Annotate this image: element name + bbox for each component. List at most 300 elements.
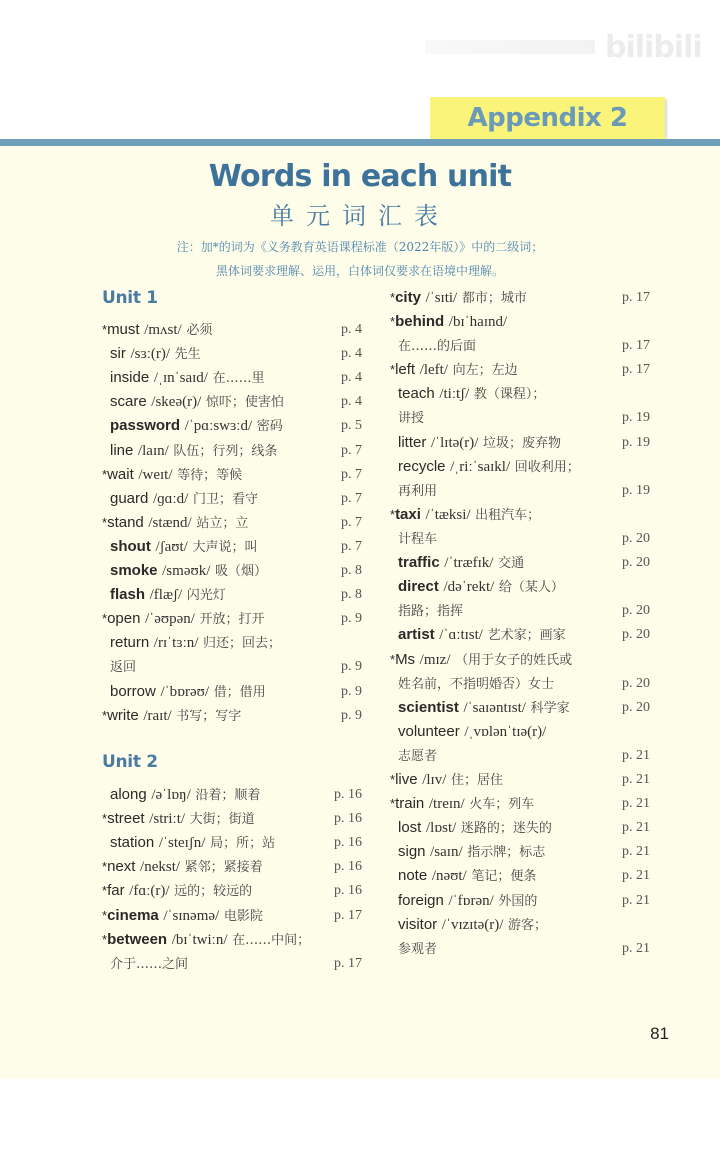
entry-phonetic: /skeə(r)/ (151, 394, 202, 411)
entry-meaning: 回收利用； (514, 459, 580, 475)
entry-word: stand (107, 513, 144, 531)
vocab-entry (390, 864, 650, 888)
entry-main-line (390, 551, 650, 575)
note-line-2: 黑体词要求理解、运用，白体词仅要求在语境中理解。 (215, 264, 504, 278)
entry-phonetic: /ˈsaɪəntɪst/ (463, 699, 526, 716)
core-word-star-icon: * (102, 811, 108, 827)
entry-phonetic: /mʌst/ (144, 322, 182, 338)
entry-main-line (390, 792, 650, 816)
entry-page-ref: p. 8 (341, 587, 362, 603)
entry-meaning: 都市；城市 (461, 291, 527, 306)
vocab-entry (390, 816, 650, 840)
entry-phonetic: /ˈpɑːswɜːd/ (184, 418, 253, 435)
entry-main-line (390, 431, 650, 455)
entry-page-ref: p. 9 (341, 707, 362, 723)
entry-page-ref: p. 7 (341, 466, 362, 482)
vocab-entry (102, 318, 362, 342)
entry-word: recycle (398, 457, 446, 475)
entry-main-line (102, 414, 362, 438)
vocab-entry (102, 928, 362, 976)
entry-word: open (107, 610, 141, 628)
entry-word: shout (110, 537, 151, 555)
entry-word: train (395, 795, 425, 813)
entry-main-line (102, 855, 362, 879)
entry-continuation-line (390, 744, 650, 768)
entry-main-line (102, 511, 362, 535)
vocab-entry (102, 390, 362, 414)
entry-page-ref: p. 16 (334, 883, 362, 899)
entry-page-ref: p. 21 (622, 772, 650, 787)
entry-page-ref: p. 4 (341, 394, 362, 410)
entry-meaning: 住；居住 (450, 773, 503, 788)
entry-meaning: 归还；回去； (203, 636, 282, 652)
entry-main-line (390, 816, 650, 840)
vocab-entry (390, 455, 650, 503)
entry-word: smoke (110, 562, 158, 579)
entry-phonetic: /mɪz/ (419, 651, 451, 668)
entry-meaning: 借；借用 (213, 684, 266, 700)
vocab-entry (102, 487, 362, 511)
entry-meaning-continued: 指路；指挥 (398, 604, 464, 620)
vocab-entry (390, 310, 650, 358)
entry-main-line (102, 928, 362, 952)
entry-meaning-continued: 返回 (110, 660, 137, 676)
core-word-star-icon: * (102, 859, 108, 875)
entry-meaning: 在……里 (212, 371, 265, 387)
entry-main-line (102, 879, 362, 903)
entry-page-ref: p. 17 (334, 955, 362, 971)
entry-meaning-continued: 姓名前，不指明婚否）女士 (398, 676, 555, 692)
entry-main-line (390, 286, 650, 310)
entry-main-line (102, 680, 362, 704)
entry-page-ref: p. 16 (334, 811, 362, 827)
entry-main-line (102, 535, 362, 559)
core-word-star-icon: * (102, 322, 108, 337)
entry-word: cinema (107, 906, 159, 924)
core-word-star-icon: * (390, 290, 396, 305)
entry-meaning: 站立；立 (196, 515, 249, 531)
entry-meaning: 外国的 (498, 893, 538, 909)
vocab-entry (390, 768, 650, 792)
entry-page-ref: p. 21 (622, 940, 650, 956)
entry-word: line (110, 441, 134, 459)
entry-main-line (102, 463, 362, 487)
core-word-star-icon: * (102, 707, 108, 723)
core-word-star-icon: * (390, 796, 396, 812)
entry-meaning: 科学家 (530, 700, 570, 716)
entry-meaning: 指示牌；标志 (467, 845, 546, 861)
entry-phonetic: /laɪn/ (137, 442, 169, 459)
vocab-entry (102, 535, 362, 559)
entry-word: street (107, 810, 145, 828)
entry-continuation-line (390, 937, 650, 961)
entry-meaning: 开放；打开 (199, 612, 265, 628)
vocab-entry (390, 503, 650, 551)
vocab-entry (390, 840, 650, 864)
entry-main-line (102, 318, 362, 342)
entry-meaning: 笔记；便条 (471, 869, 537, 885)
vocab-entry (102, 704, 362, 728)
entry-word: scare (110, 393, 147, 411)
entry-main-line (390, 720, 650, 744)
entry-phonetic: /ˈɑːtɪst/ (439, 627, 483, 644)
entry-word: far (107, 882, 125, 900)
vocab-entry (390, 648, 650, 696)
entry-word: lost (398, 819, 422, 837)
vocab-entry (102, 807, 362, 831)
entry-page-ref: p. 20 (622, 603, 650, 619)
entry-page-ref: p. 21 (622, 844, 650, 860)
entry-meaning: 局；所；站 (210, 836, 276, 852)
entry-meaning: 等待；等候 (177, 467, 243, 483)
entry-word: left (395, 361, 416, 379)
vocab-entry (102, 831, 362, 855)
vocab-entry (390, 382, 650, 430)
entry-phonetic: /nekst/ (140, 859, 181, 876)
vocab-entry (390, 913, 650, 961)
entry-word: return (110, 634, 150, 652)
entry-word: borrow (110, 682, 156, 700)
entry-meaning: 在……中间； (232, 932, 311, 948)
entry-phonetic: /bɪˈhaɪnd/ (448, 314, 508, 331)
core-word-star-icon: * (102, 907, 108, 923)
entry-meaning: 大街；街道 (189, 812, 255, 828)
entry-main-line (390, 575, 650, 599)
entry-main-line (102, 487, 362, 511)
vocab-entry (102, 879, 362, 903)
entry-word: city (395, 289, 421, 306)
entry-phonetic: /sɜː(r)/ (130, 346, 171, 363)
entry-phonetic: /tiːtʃ/ (439, 386, 470, 403)
entry-continuation-line (390, 599, 650, 623)
entry-page-ref: p. 21 (622, 868, 650, 884)
entry-phonetic: /stænd/ (148, 514, 192, 531)
entry-page-ref: p. 16 (334, 859, 362, 875)
entry-word: teach (398, 385, 435, 403)
entry-meaning-continued: 在……的后面 (398, 339, 477, 355)
entry-meaning: 书写；写字 (176, 708, 242, 724)
entry-word: write (107, 706, 139, 724)
entry-meaning-continued: 志愿者 (398, 748, 438, 764)
entry-continuation-line (390, 479, 650, 503)
entry-phonetic: /dəˈrekt/ (443, 579, 495, 596)
bilibili-logo-icon: bilibili (605, 29, 702, 65)
vocab-entry (390, 696, 650, 720)
entry-phonetic: /ˈtæksi/ (425, 506, 471, 523)
entry-phonetic: /raɪt/ (143, 707, 172, 724)
core-word-star-icon: * (390, 362, 396, 378)
core-word-star-icon: * (390, 314, 396, 330)
entry-word: sir (110, 345, 126, 363)
entry-page-ref: p. 8 (341, 563, 362, 578)
entry-phonetic: /ˌvɒlənˈtɪə(r)/ (464, 723, 547, 740)
watermark-text-blur (425, 40, 595, 54)
entry-meaning: 惊吓；使害怕 (205, 395, 284, 411)
entry-page-ref: p. 20 (622, 627, 650, 643)
entry-phonetic: /left/ (419, 362, 449, 379)
entry-page-ref: p. 4 (341, 322, 362, 337)
entry-phonetic: /striːt/ (149, 811, 186, 828)
entry-meaning: 游客； (508, 917, 548, 933)
entry-page-ref: p. 19 (622, 482, 650, 498)
entry-continuation-line (390, 334, 650, 358)
core-word-star-icon: * (390, 506, 396, 522)
vocab-entry (102, 439, 362, 463)
entry-word: foreign (398, 891, 444, 909)
entry-main-line (102, 342, 362, 366)
entry-main-line (102, 904, 362, 928)
entry-phonetic: /ʃaʊt/ (155, 538, 188, 555)
entry-page-ref: p. 21 (622, 892, 650, 908)
vocab-entry (102, 414, 362, 438)
entry-phonetic: /fɑː(r)/ (129, 883, 170, 900)
entry-word: wait (107, 465, 134, 483)
entry-phonetic: /ˌɪnˈsaɪd/ (153, 370, 208, 387)
entry-page-ref: p. 9 (341, 683, 362, 699)
entry-word: behind (395, 313, 445, 331)
entry-word: scientist (398, 698, 459, 716)
entry-meaning: （用于女子的姓氏或 (455, 652, 573, 668)
entry-word: station (110, 834, 155, 852)
entry-main-line (390, 913, 650, 937)
entry-page-ref: p. 19 (622, 434, 650, 450)
entry-page-ref: p. 7 (341, 442, 362, 458)
entry-main-line (102, 390, 362, 414)
entry-main-line (390, 358, 650, 382)
entry-meaning: 门卫；看守 (192, 491, 258, 507)
core-word-star-icon: * (102, 931, 108, 947)
vocab-entry (102, 583, 362, 607)
core-word-star-icon: * (102, 611, 108, 627)
entry-phonetic: /nəʊt/ (431, 868, 467, 885)
entry-main-line (390, 382, 650, 406)
entry-meaning: 必须 (186, 323, 213, 338)
entry-page-ref: p. 7 (341, 514, 362, 530)
entry-page-ref: p. 9 (341, 611, 362, 627)
entry-page-ref: p. 9 (341, 659, 362, 675)
entry-phonetic: /ˈəʊpən/ (145, 611, 195, 628)
entry-phonetic: /sməʊk/ (162, 563, 211, 579)
entry-meaning: 紧邻；紧接着 (184, 860, 263, 876)
entry-word: volunteer (398, 722, 460, 740)
entry-word: next (107, 858, 136, 876)
entry-page-ref: p. 17 (622, 290, 650, 305)
entry-word: live (395, 771, 418, 788)
entry-meaning-continued: 计程车 (398, 531, 438, 547)
entry-word: taxi (395, 505, 421, 523)
entry-phonetic: /weɪt/ (138, 466, 173, 483)
core-word-star-icon: * (102, 514, 108, 530)
entry-meaning: 密码 (256, 419, 283, 435)
entry-page-ref: p. 20 (622, 530, 650, 546)
entry-page-ref: p. 4 (341, 346, 362, 362)
entry-meaning: 队伍；行列；线条 (173, 443, 278, 459)
entry-meaning: 垃圾；废弃物 (483, 435, 562, 451)
core-word-star-icon: * (102, 883, 108, 899)
vocab-entry (390, 286, 650, 310)
entry-meaning: 出租汽车； (475, 507, 541, 523)
entry-meaning: 交通 (498, 556, 525, 572)
entry-meaning-continued: 讲授 (398, 411, 425, 427)
entry-word: note (398, 867, 428, 885)
entry-main-line (102, 807, 362, 831)
entry-main-line (390, 623, 650, 647)
entry-main-line (102, 831, 362, 855)
entry-main-line (102, 439, 362, 463)
entry-meaning: 给（某人） (498, 580, 564, 596)
entry-continuation-line (102, 952, 362, 976)
entry-meaning: 向左；左边 (452, 363, 518, 379)
vocab-entry (390, 431, 650, 455)
entry-phonetic: /ˈlɪtə(r)/ (430, 434, 479, 451)
page-title: Words in each unit (208, 159, 512, 194)
entry-word: Ms (395, 650, 416, 668)
entry-main-line (102, 583, 362, 607)
core-word-star-icon: * (390, 772, 396, 787)
entry-main-line (390, 696, 650, 720)
entry-meaning: 吸（烟） (214, 564, 267, 579)
entry-phonetic: /ˈsɪnəmə/ (163, 907, 220, 924)
entry-meaning-continued: 参观者 (398, 941, 438, 957)
entry-meaning: 电影院 (223, 908, 263, 924)
entry-main-line (102, 783, 362, 807)
entry-word: visitor (398, 915, 438, 933)
note-line-1: 注：加*的词为《义务教育英语课程标准（2022年版）》中的二级词； (176, 240, 544, 254)
entry-word: inside (110, 369, 150, 387)
vocab-entry (102, 511, 362, 535)
entry-phonetic: /əˈlɒŋ/ (151, 787, 191, 803)
textbook-page (0, 139, 720, 1079)
vocab-entry (102, 366, 362, 390)
entry-meaning: 艺术家；画家 (487, 628, 566, 644)
entry-continuation-line (102, 655, 362, 679)
entry-main-line (390, 455, 650, 479)
entry-word: flash (110, 586, 146, 604)
entry-main-line (102, 559, 362, 583)
entry-page-ref: p. 17 (334, 907, 362, 923)
appendix-badge (430, 97, 665, 139)
vocab-entry (390, 358, 650, 382)
core-word-star-icon: * (390, 651, 396, 667)
entry-page-ref: p. 21 (622, 747, 650, 763)
appendix-label: Appendix 2 (467, 103, 628, 133)
unit-heading-2: Unit 2 (102, 752, 158, 772)
entry-main-line (390, 648, 650, 672)
vocab-entry (390, 792, 650, 816)
entry-page-ref: p. 20 (622, 555, 650, 571)
entry-phonetic: /ˌriːˈsaɪkl/ (450, 458, 511, 475)
entry-page-ref: p. 21 (622, 796, 650, 812)
entry-continuation-line (390, 406, 650, 430)
entry-main-line (102, 366, 362, 390)
page-number: 81 (650, 1024, 669, 1043)
vocab-entry (102, 631, 362, 679)
entry-phonetic: /ˈfɒrən/ (448, 892, 494, 909)
entry-phonetic: /bɪˈtwiːn/ (171, 931, 228, 948)
entry-page-ref: p. 17 (622, 338, 650, 354)
entry-phonetic: /ˈsɪti/ (425, 290, 458, 306)
vocab-entry (102, 783, 362, 807)
vocab-entry (390, 575, 650, 623)
entry-main-line (390, 889, 650, 913)
entry-continuation-line (390, 527, 650, 551)
unit-heading-1: Unit 1 (102, 288, 158, 308)
vocab-entry (102, 855, 362, 879)
vocab-entry (390, 551, 650, 575)
entry-meaning: 教（课程）； (473, 387, 546, 403)
page-subtitle: 单元词汇表 (270, 202, 450, 230)
vocab-entry (102, 342, 362, 366)
entry-main-line (390, 864, 650, 888)
entry-page-ref: p. 19 (622, 410, 650, 426)
entry-word: artist (398, 626, 435, 644)
entry-meaning: 沿着；顺着 (195, 788, 261, 803)
entry-continuation-line (390, 672, 650, 696)
entry-word: between (107, 930, 168, 948)
vocab-entry (102, 559, 362, 583)
entry-page-ref: p. 20 (622, 675, 650, 691)
entry-phonetic: /lɒst/ (425, 820, 457, 837)
entry-phonetic: /ɡɑːd/ (152, 490, 189, 507)
entry-page-ref: p. 17 (622, 362, 650, 378)
entry-page-ref: p. 7 (341, 538, 362, 554)
entry-main-line (102, 607, 362, 631)
entry-word: along (110, 786, 147, 803)
entry-meaning: 大声说；叫 (192, 539, 258, 555)
vocab-entry (102, 904, 362, 928)
entry-phonetic: /ˈbɒrəʊ/ (160, 683, 210, 700)
entry-phonetic: /ˈtræfɪk/ (444, 555, 494, 572)
entry-main-line (390, 768, 650, 792)
entry-main-line (390, 840, 650, 864)
entry-meaning-continued: 介于……之间 (110, 956, 189, 972)
entry-phonetic: /treɪn/ (428, 796, 465, 813)
vocab-entry (390, 720, 650, 768)
entry-phonetic: /ˈsteɪʃn/ (158, 835, 206, 852)
entry-word: sign (398, 843, 426, 861)
entry-page-ref: p. 21 (622, 820, 650, 836)
entry-word: direct (398, 578, 439, 596)
vocab-entry (390, 889, 650, 913)
entry-meaning: 闪光灯 (186, 588, 226, 604)
entry-word: password (110, 417, 181, 435)
entry-word: guard (110, 489, 149, 507)
vocab-entry (102, 680, 362, 704)
entry-phonetic: /saɪn/ (430, 844, 463, 861)
entry-word: litter (398, 433, 427, 451)
entry-meaning: 远的；较远的 (174, 884, 253, 900)
vocab-entry (102, 607, 362, 631)
entry-page-ref: p. 20 (622, 699, 650, 715)
entry-page-ref: p. 16 (334, 835, 362, 851)
entry-main-line (390, 503, 650, 527)
entry-main-line (390, 310, 650, 334)
vocab-entry (102, 463, 362, 487)
entry-main-line (102, 704, 362, 728)
entry-meaning: 迷路的；迷失的 (460, 821, 552, 837)
bilibili-watermark (425, 26, 705, 68)
entry-meaning: 先生 (174, 347, 201, 363)
entry-main-line (102, 631, 362, 655)
entry-phonetic: /rɪˈtɜːn/ (153, 635, 199, 652)
entry-phonetic: /lɪv/ (422, 772, 447, 788)
entry-word: must (107, 321, 140, 338)
core-word-star-icon: * (102, 466, 108, 482)
entry-meaning-continued: 再利用 (398, 483, 438, 499)
entry-page-ref: p. 4 (341, 370, 362, 386)
entry-page-ref: p. 7 (341, 490, 362, 506)
entry-page-ref: p. 16 (334, 787, 362, 802)
